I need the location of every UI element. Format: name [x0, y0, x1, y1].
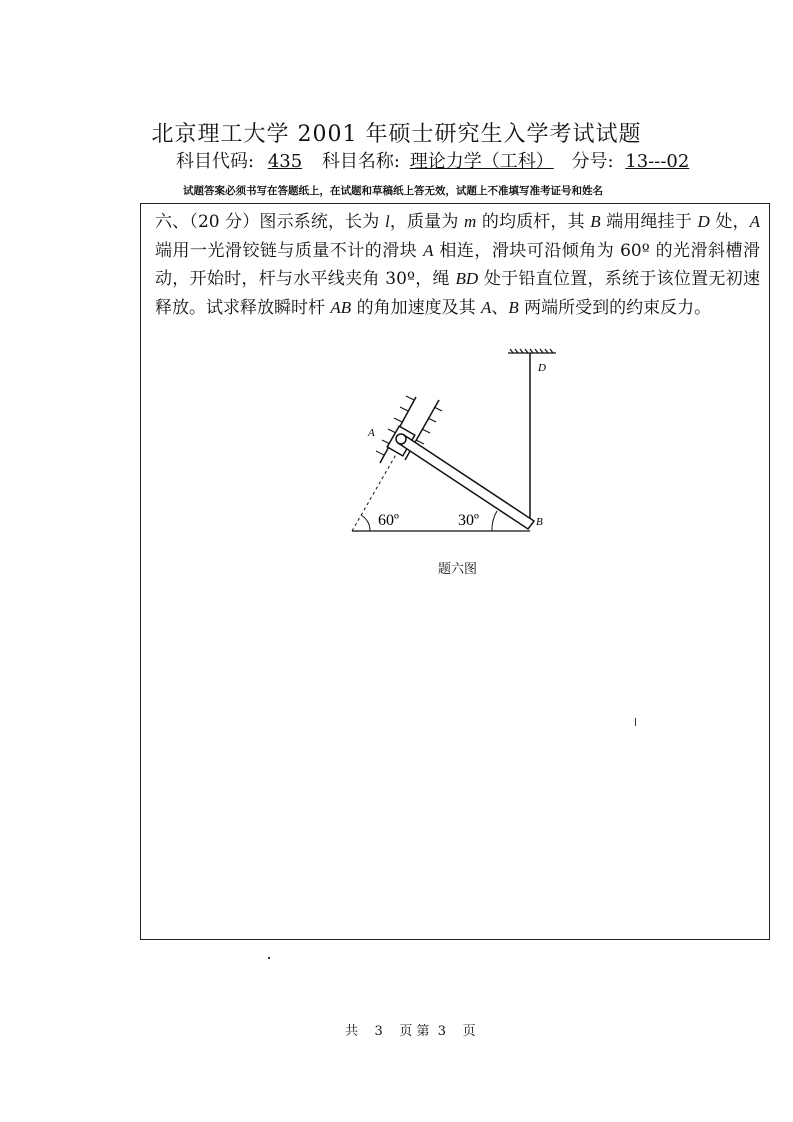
var-b: B: [508, 297, 519, 317]
question-text: [155, 208, 760, 322]
question-text-part: 图示系统，长为: [259, 212, 385, 232]
question-text-part: 处于铅直位置，系统于该位置无初速释放。试求释放瞬时杆: [155, 269, 761, 318]
subject-name-label: 科目名称:: [321, 151, 400, 172]
var-ab: AB: [330, 297, 352, 317]
page-footer: [345, 1020, 476, 1039]
question-text-part: 处，: [709, 212, 750, 232]
figure-caption: 题六图: [438, 562, 478, 577]
footer-current-page: 3: [437, 1024, 447, 1039]
subject-line: [176, 147, 689, 173]
exam-title: 北京理工大学 2001 年硕士研究生入学考试试题: [151, 122, 642, 147]
subject-code-label: 科目代码:: [176, 151, 255, 172]
footer-total-label: 共: [345, 1024, 359, 1039]
footer-page-label: 页 第: [399, 1024, 430, 1039]
subject-code: 435: [267, 151, 303, 172]
mechanism-figure: [340, 345, 570, 545]
var-a: A: [749, 212, 761, 231]
label-d: D: [538, 362, 546, 374]
angle-arc-30: [492, 511, 497, 531]
question-text-part: 端用一光滑铰链与质量不计的滑块: [155, 240, 424, 261]
question-text-part: 、: [491, 297, 509, 318]
ceiling-support: [508, 349, 556, 353]
number-value: 13---02: [625, 151, 690, 172]
number-label: 分号:: [571, 151, 614, 172]
scan-speck: [635, 718, 636, 726]
label-angle-60: 60º: [378, 512, 399, 529]
label-b: B: [536, 516, 543, 528]
question-text-part: 端用绳挂于: [600, 212, 698, 232]
var-a: A: [481, 297, 492, 317]
hinge-a: [396, 434, 406, 444]
subject-name: 理论力学（工科）: [409, 151, 554, 172]
question-points: （20 分）: [189, 212, 260, 232]
angle-arc-60: [361, 515, 370, 531]
question-text-part: 的均质杆，其: [476, 212, 591, 232]
question-number: 六、: [155, 212, 190, 232]
footer-page-suffix: 页: [462, 1024, 476, 1039]
var-bd: BD: [455, 269, 479, 288]
notice: 试题答案必须书写在答题纸上，在试题和草稿纸上答无效，试题上不准填写准考证号和姓名: [183, 185, 603, 197]
label-angle-30: 30º: [458, 512, 479, 529]
var-d: D: [697, 212, 710, 231]
question-text-part: ，质量为: [389, 212, 465, 232]
var-b: B: [590, 212, 601, 231]
var-l: l: [385, 212, 390, 231]
label-a: A: [368, 427, 375, 439]
scan-speck: [268, 957, 270, 959]
question-text-part: 相连，滑块可沿倾角为 60º 的光滑斜槽滑动，开始时，杆与水平线夹角 30º，绳: [155, 240, 760, 289]
var-a: A: [423, 240, 434, 260]
question-text-part: 的角加速度及其: [351, 297, 481, 318]
footer-total-pages: 3: [374, 1024, 383, 1039]
question-text-part: 两端所受到的约束反力。: [518, 297, 712, 318]
var-m: m: [464, 212, 477, 231]
